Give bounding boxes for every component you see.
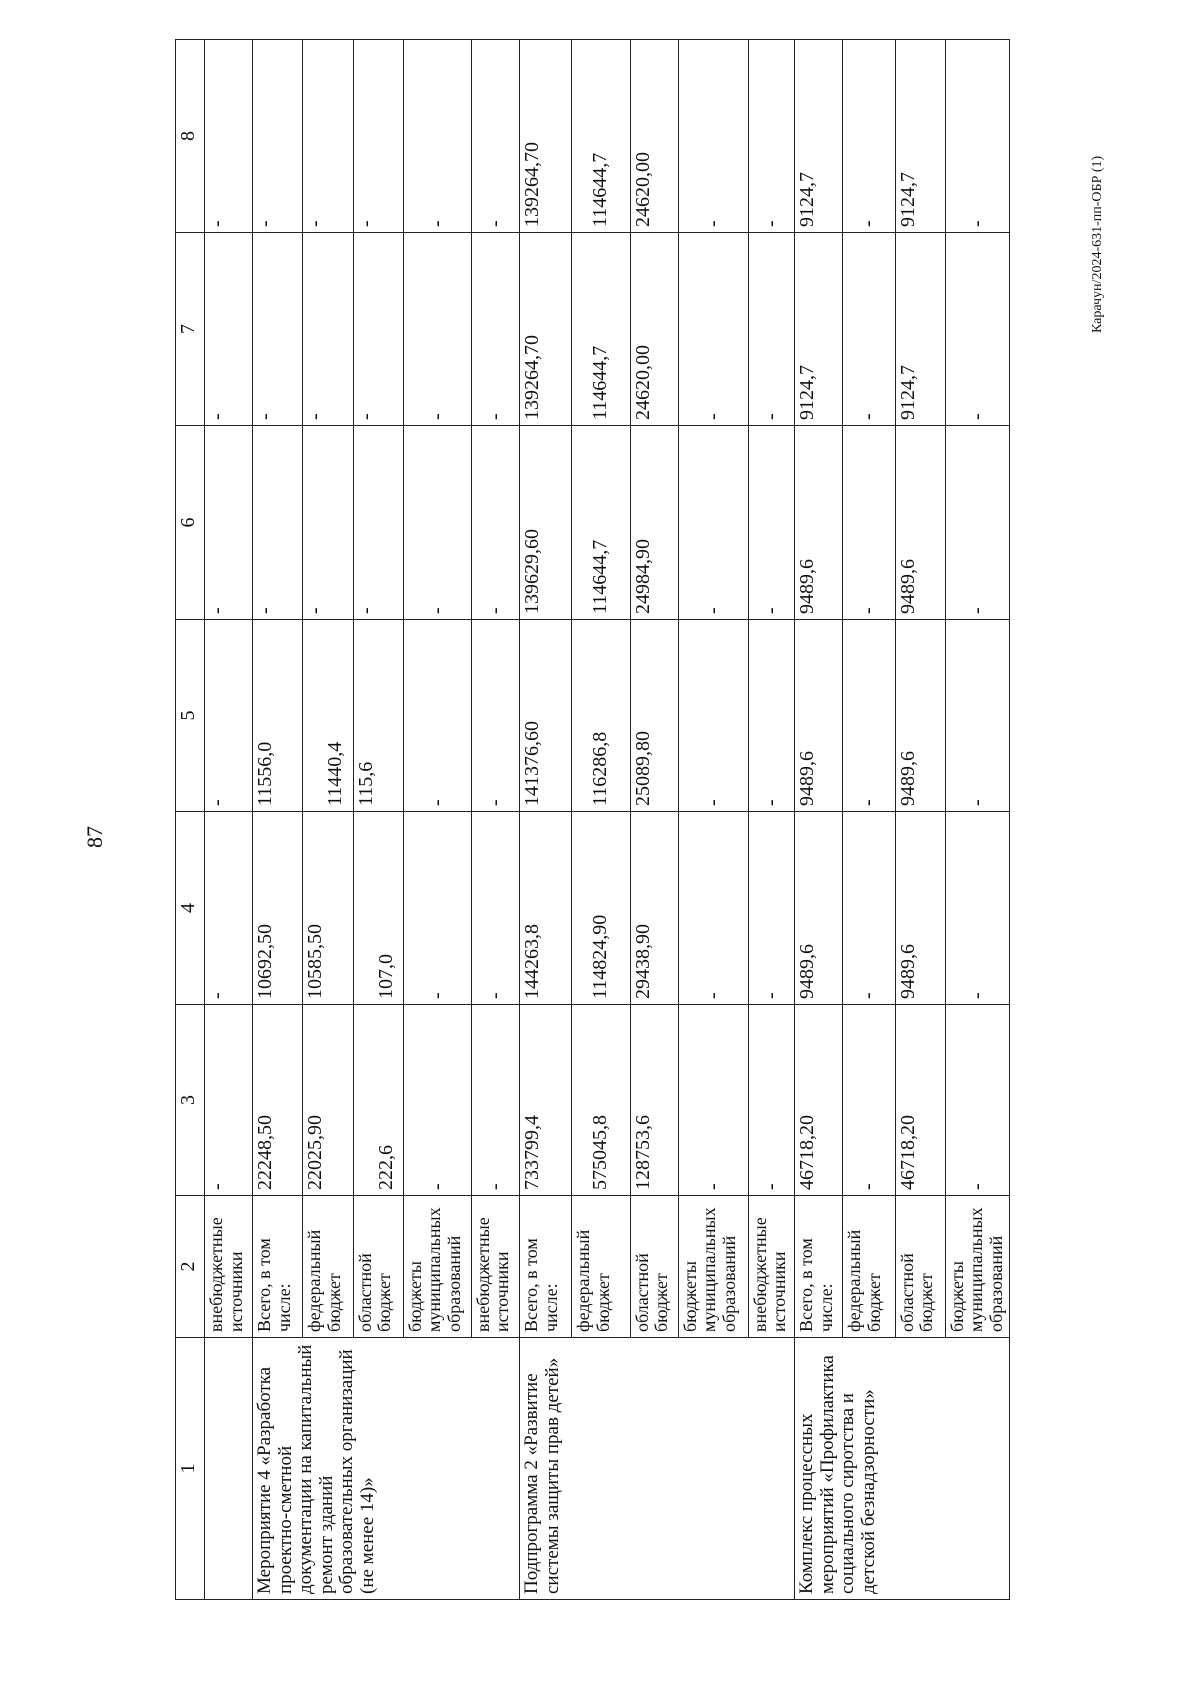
value-cell: 9124,7 xyxy=(895,40,945,233)
value-cell: 46718,20 xyxy=(895,1005,945,1196)
value-cell: 9489,6 xyxy=(795,426,843,620)
value-cell: 24620,00 xyxy=(630,233,678,426)
funding-source-cell: внебюджетные источники xyxy=(472,1196,520,1338)
table-row xyxy=(795,40,843,1600)
funding-source-cell: федеральный бюджет xyxy=(843,1196,895,1338)
column-header: 4 xyxy=(176,812,205,1005)
funding-source-cell: Всего, в том числе: xyxy=(795,1196,843,1338)
value-cell: 9124,7 xyxy=(795,233,843,426)
value-cell: - xyxy=(472,1005,520,1196)
value-cell: - xyxy=(843,1005,895,1196)
value-cell: - xyxy=(403,233,471,426)
value-cell: - xyxy=(749,426,795,620)
value-cell: - xyxy=(205,1005,253,1196)
value-cell: - xyxy=(472,426,520,620)
value-cell: 9489,6 xyxy=(895,620,945,812)
value-cell: - xyxy=(403,812,471,1005)
value-cell: 222,6 xyxy=(353,1005,403,1196)
funding-source-cell: внебюджетные источники xyxy=(749,1196,795,1338)
budget-table-container xyxy=(175,40,1010,1600)
budget-table xyxy=(175,39,1010,1600)
value-cell: - xyxy=(353,233,403,426)
column-header: 1 xyxy=(176,1338,205,1600)
funding-source-cell: федеральный бюджет xyxy=(572,1196,630,1338)
value-cell: - xyxy=(678,40,748,233)
value-cell: - xyxy=(945,40,1009,233)
value-cell: - xyxy=(403,40,471,233)
value-cell: 139264,70 xyxy=(520,233,572,426)
value-cell: - xyxy=(749,40,795,233)
program-name-cell: Мероприятие 4 «Разработка проектно-сметной документации на капитальный ремонт зданий образовательных организаций (не менее 14)» xyxy=(253,1338,520,1600)
value-cell: 25089,80 xyxy=(630,620,678,812)
value-cell: 128753,6 xyxy=(630,1005,678,1196)
value-cell: - xyxy=(843,426,895,620)
value-cell: 24620,00 xyxy=(630,40,678,233)
funding-source-cell: бюджеты муниципальных образований xyxy=(678,1196,748,1338)
value-cell: 11556,0 xyxy=(253,620,303,812)
value-cell: - xyxy=(353,40,403,233)
value-cell: - xyxy=(253,40,303,233)
value-cell: - xyxy=(205,812,253,1005)
value-cell: 9124,7 xyxy=(895,233,945,426)
table-row xyxy=(205,40,253,1600)
column-header: 3 xyxy=(176,1005,205,1196)
value-cell: 114644,7 xyxy=(572,233,630,426)
value-cell: 22248,50 xyxy=(253,1005,303,1196)
value-cell: - xyxy=(403,1005,471,1196)
column-header: 2 xyxy=(176,1196,205,1338)
value-cell: - xyxy=(403,620,471,812)
value-cell: 139629,60 xyxy=(520,426,572,620)
value-cell: - xyxy=(678,233,748,426)
program-name-cell xyxy=(205,1338,253,1600)
value-cell: - xyxy=(303,426,353,620)
value-cell: 22025,90 xyxy=(303,1005,353,1196)
value-cell: - xyxy=(353,426,403,620)
value-cell: 9489,6 xyxy=(795,620,843,812)
value-cell: - xyxy=(678,426,748,620)
value-cell: 114824,90 xyxy=(572,812,630,1005)
funding-source-cell: Всего, в том числе: xyxy=(253,1196,303,1338)
value-cell: 115,6 xyxy=(353,620,403,812)
funding-source-cell: федеральный бюджет xyxy=(303,1196,353,1338)
value-cell: - xyxy=(472,812,520,1005)
funding-source-cell: Всего, в том числе: xyxy=(520,1196,572,1338)
value-cell: - xyxy=(945,1005,1009,1196)
program-name-cell: Подпрограмма 2 «Развитие системы защиты прав детей» xyxy=(520,1338,795,1600)
value-cell: - xyxy=(678,812,748,1005)
value-cell: - xyxy=(945,620,1009,812)
value-cell: 733799,4 xyxy=(520,1005,572,1196)
value-cell: - xyxy=(403,426,471,620)
value-cell: 9124,7 xyxy=(795,40,843,233)
value-cell: 10692,50 xyxy=(253,812,303,1005)
value-cell: 9489,6 xyxy=(895,812,945,1005)
column-header: 5 xyxy=(176,620,205,812)
value-cell: - xyxy=(945,812,1009,1005)
value-cell: 575045,8 xyxy=(572,1005,630,1196)
value-cell: 114644,7 xyxy=(572,40,630,233)
value-cell: 9489,6 xyxy=(895,426,945,620)
column-header: 8 xyxy=(176,40,205,233)
value-cell: - xyxy=(843,620,895,812)
value-cell: 114644,7 xyxy=(572,426,630,620)
value-cell: - xyxy=(253,426,303,620)
funding-source-cell: внебюджетные источники xyxy=(205,1196,253,1338)
value-cell: - xyxy=(843,40,895,233)
value-cell: - xyxy=(303,40,353,233)
value-cell: 46718,20 xyxy=(795,1005,843,1196)
value-cell: - xyxy=(749,620,795,812)
value-cell: 116286,8 xyxy=(572,620,630,812)
value-cell: - xyxy=(749,1005,795,1196)
value-cell: - xyxy=(205,620,253,812)
value-cell: 11440,4 xyxy=(303,620,353,812)
value-cell: 29438,90 xyxy=(630,812,678,1005)
document-code: Карачун/2024-631-пп-ОБР (1) xyxy=(1090,155,1105,333)
table-row xyxy=(253,40,303,1600)
funding-source-cell: бюджеты муниципальных образований xyxy=(403,1196,471,1338)
value-cell: 24984,90 xyxy=(630,426,678,620)
column-header: 7 xyxy=(176,233,205,426)
value-cell: - xyxy=(678,1005,748,1196)
value-cell: - xyxy=(205,233,253,426)
value-cell: - xyxy=(843,812,895,1005)
funding-source-cell: областной бюджет xyxy=(353,1196,403,1338)
value-cell: - xyxy=(205,426,253,620)
value-cell: 141376,60 xyxy=(520,620,572,812)
funding-source-cell: областной бюджет xyxy=(895,1196,945,1338)
value-cell: 10585,50 xyxy=(303,812,353,1005)
value-cell: - xyxy=(253,233,303,426)
value-cell: - xyxy=(945,426,1009,620)
funding-source-cell: областной бюджет xyxy=(630,1196,678,1338)
value-cell: - xyxy=(472,233,520,426)
table-row xyxy=(520,40,572,1600)
page-number: 87 xyxy=(82,826,107,848)
value-cell: - xyxy=(749,233,795,426)
value-cell: - xyxy=(843,233,895,426)
value-cell: 144263,8 xyxy=(520,812,572,1005)
value-cell: 9489,6 xyxy=(795,812,843,1005)
value-cell: - xyxy=(303,233,353,426)
value-cell: 107,0 xyxy=(353,812,403,1005)
funding-source-cell: бюджеты муниципальных образований xyxy=(945,1196,1009,1338)
value-cell: 139264,70 xyxy=(520,40,572,233)
program-name-cell: Комплекс процессных мероприятий «Профилактика социального сиротства и детской безнадзорности» xyxy=(795,1338,1010,1600)
column-header: 6 xyxy=(176,426,205,620)
value-cell: - xyxy=(945,233,1009,426)
value-cell: - xyxy=(472,620,520,812)
value-cell: - xyxy=(678,620,748,812)
table-header-row xyxy=(176,40,205,1600)
value-cell: - xyxy=(749,812,795,1005)
value-cell: - xyxy=(205,40,253,233)
value-cell: - xyxy=(472,40,520,233)
